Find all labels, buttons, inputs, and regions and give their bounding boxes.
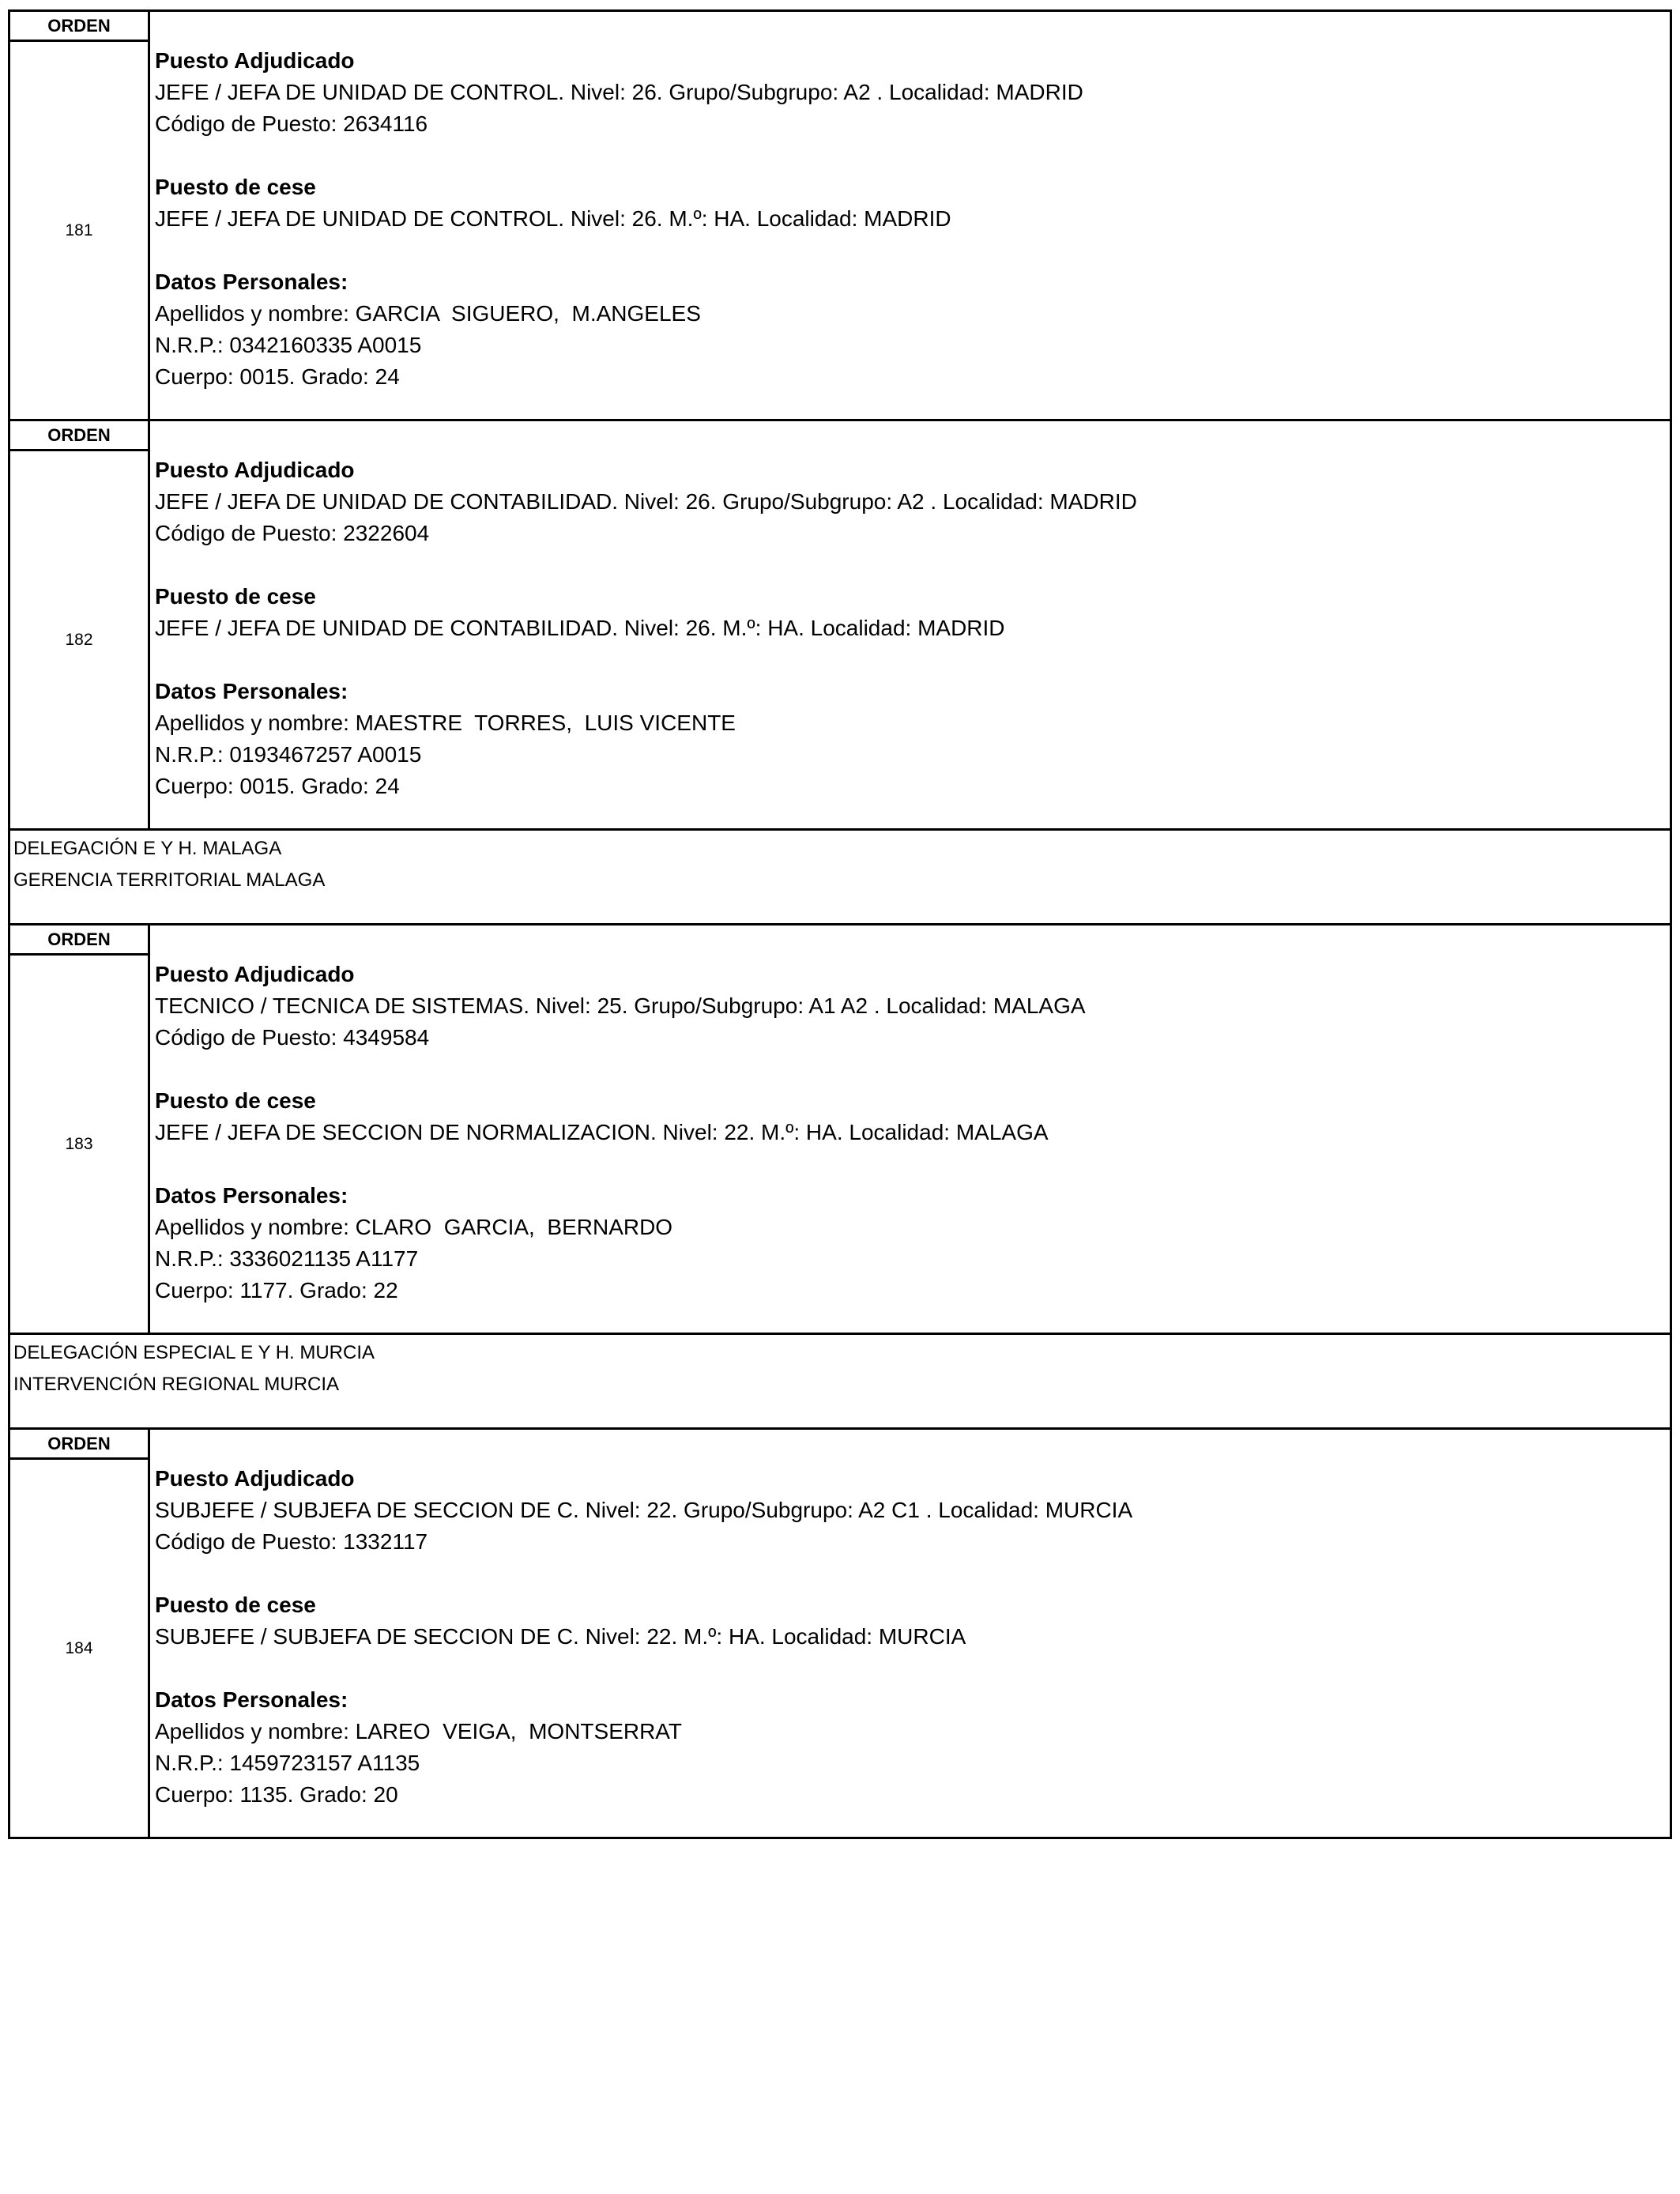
- awarded-code: Código de Puesto: 2322604: [155, 521, 430, 545]
- awarded-label: Puesto Adjudicado: [155, 1466, 355, 1491]
- order-number: 184: [65, 1638, 93, 1657]
- entry-details: [150, 421, 1670, 828]
- awarded-position: SUBJEFE / SUBJEFA DE SECCION DE C. Nivel: 22. Grupo/Subgrupo: A2 C1 . Localidad: MURCIA: [155, 1498, 1133, 1522]
- personal-label: Datos Personales:: [155, 1183, 348, 1208]
- entry-184: [8, 1427, 1672, 1839]
- entry-details: [150, 1430, 1670, 1837]
- personal-label: Datos Personales:: [155, 1687, 348, 1712]
- section-header-murcia: [8, 1333, 1672, 1427]
- ceased-position: JEFE / JEFA DE UNIDAD DE CONTABILIDAD. Nivel: 26. M.º: HA. Localidad: MADRID: [155, 616, 1005, 640]
- awarded-label: Puesto Adjudicado: [155, 458, 355, 482]
- awarded-position: JEFE / JEFA DE UNIDAD DE CONTABILIDAD. Nivel: 26. Grupo/Subgrupo: A2 . Localidad: MADRID: [155, 489, 1137, 514]
- ceased-label: Puesto de cese: [155, 1593, 316, 1617]
- entry-181: [8, 9, 1672, 419]
- order-column: [10, 1430, 150, 1837]
- order-column: [10, 12, 150, 419]
- ceased-position: JEFE / JEFA DE SECCION DE NORMALIZACION. Nivel: 22. M.º: HA. Localidad: MALAGA: [155, 1120, 1049, 1144]
- personal-cuerpo: Cuerpo: 1135. Grado: 20: [155, 1782, 398, 1807]
- personal-cuerpo: Cuerpo: 1177. Grado: 22: [155, 1278, 398, 1302]
- ceased-label: Puesto de cese: [155, 584, 316, 609]
- order-column: [10, 421, 150, 828]
- awarded-code: Código de Puesto: 4349584: [155, 1025, 430, 1050]
- order-header: ORDEN: [10, 925, 148, 956]
- awarded-label: Puesto Adjudicado: [155, 962, 355, 986]
- entry-183: [8, 923, 1672, 1333]
- section-delegation: DELEGACIÓN E Y H. MALAGA: [13, 838, 282, 859]
- section-unit: GERENCIA TERRITORIAL MALAGA: [13, 869, 326, 891]
- personal-nrp: N.R.P.: 0193467257 A0015: [155, 742, 422, 767]
- ceased-position: JEFE / JEFA DE UNIDAD DE CONTROL. Nivel: 26. M.º: HA. Localidad: MADRID: [155, 206, 951, 231]
- personal-nrp: N.R.P.: 3336021135 A1177: [155, 1246, 419, 1271]
- personal-label: Datos Personales:: [155, 270, 348, 294]
- personal-label: Datos Personales:: [155, 679, 348, 703]
- order-header: ORDEN: [10, 12, 148, 42]
- document-table: [8, 9, 1672, 1839]
- awarded-label: Puesto Adjudicado: [155, 48, 355, 73]
- ceased-label: Puesto de cese: [155, 1088, 316, 1113]
- ceased-label: Puesto de cese: [155, 175, 316, 199]
- section-unit: INTERVENCIÓN REGIONAL MURCIA: [13, 1374, 340, 1395]
- awarded-position: JEFE / JEFA DE UNIDAD DE CONTROL. Nivel: 26. Grupo/Subgrupo: A2 . Localidad: MADRID: [155, 80, 1083, 104]
- order-number: 183: [65, 1134, 93, 1153]
- personal-nrp: N.R.P.: 0342160335 A0015: [155, 333, 422, 357]
- personal-name: Apellidos y nombre: CLARO GARCIA, BERNARDO: [155, 1215, 673, 1239]
- entry-182: [8, 419, 1672, 828]
- entry-details: [150, 12, 1670, 419]
- personal-name: Apellidos y nombre: LAREO VEIGA, MONTSERRAT: [155, 1719, 683, 1744]
- order-header: ORDEN: [10, 1430, 148, 1460]
- ceased-position: SUBJEFE / SUBJEFA DE SECCION DE C. Nivel: 22. M.º: HA. Localidad: MURCIA: [155, 1624, 966, 1649]
- order-number: 181: [65, 221, 93, 239]
- personal-cuerpo: Cuerpo: 0015. Grado: 24: [155, 774, 400, 798]
- personal-name: Apellidos y nombre: MAESTRE TORRES, LUIS VICENTE: [155, 711, 736, 735]
- awarded-position: TECNICO / TECNICA DE SISTEMAS. Nivel: 25. Grupo/Subgrupo: A1 A2 . Localidad: MALAGA: [155, 993, 1086, 1018]
- order-header: ORDEN: [10, 421, 148, 451]
- entry-details: [150, 925, 1670, 1333]
- section-header-malaga: [8, 828, 1672, 923]
- awarded-code: Código de Puesto: 2634116: [155, 111, 428, 136]
- awarded-code: Código de Puesto: 1332117: [155, 1529, 428, 1554]
- personal-name: Apellidos y nombre: GARCIA SIGUERO, M.ANGELES: [155, 301, 701, 326]
- personal-cuerpo: Cuerpo: 0015. Grado: 24: [155, 364, 400, 389]
- section-delegation: DELEGACIÓN ESPECIAL E Y H. MURCIA: [13, 1342, 375, 1363]
- personal-nrp: N.R.P.: 1459723157 A1135: [155, 1751, 420, 1775]
- order-column: [10, 925, 150, 1333]
- order-number: 182: [65, 630, 93, 649]
